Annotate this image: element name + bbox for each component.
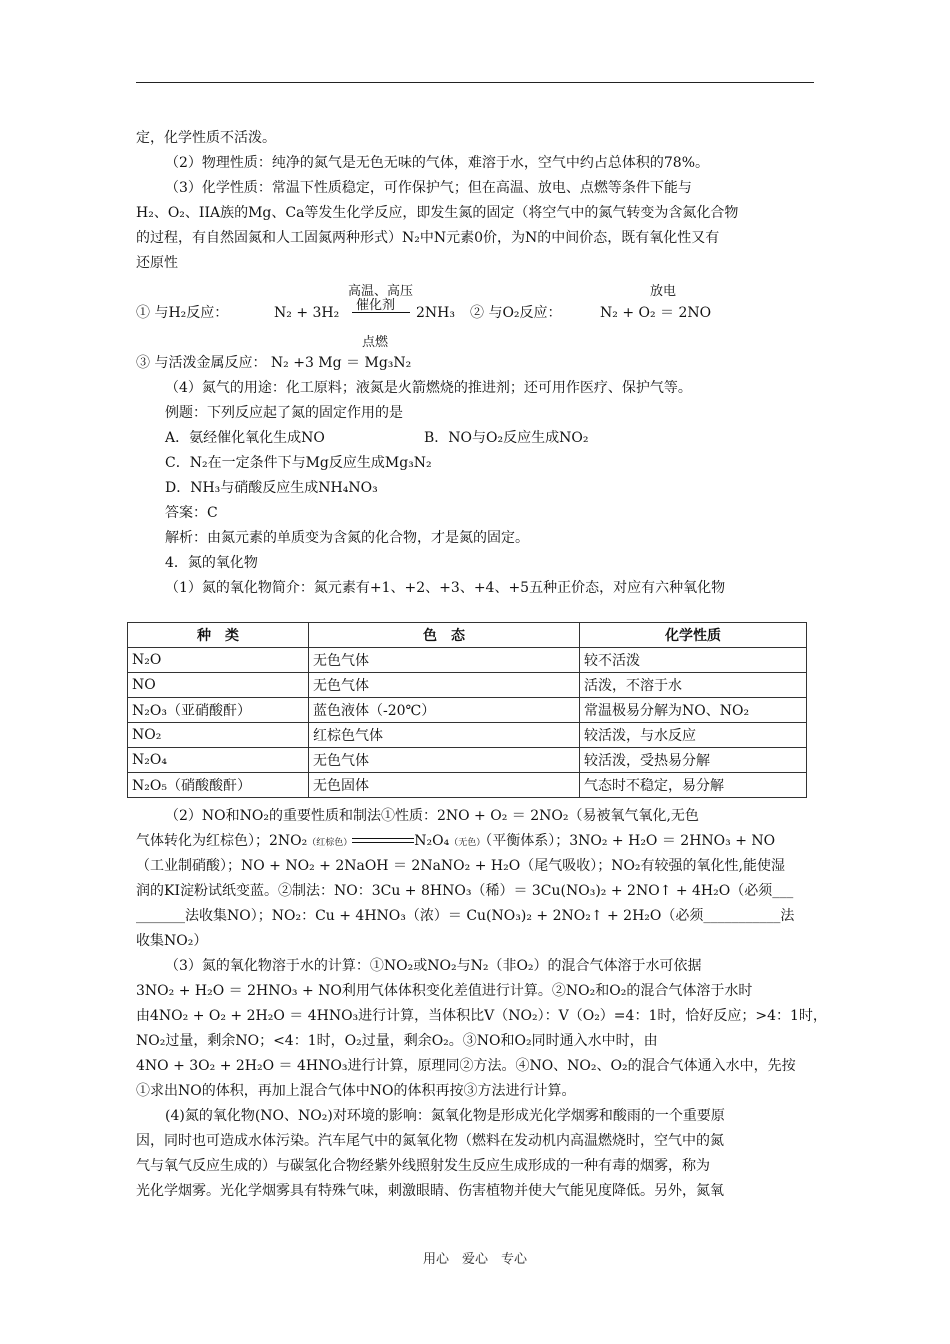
table-row bbox=[128, 773, 807, 798]
equation: N₂ + O₂ ＝ 2NO bbox=[600, 305, 712, 321]
table-row bbox=[128, 723, 807, 748]
table-cell: 常温极易分解为NO、NO₂ bbox=[580, 698, 807, 723]
text-line: (4)氮的氧化物(NO、NO₂)对环境的影响：氮氧化物是形成光化学烟雾和酸雨的一个重要原 bbox=[165, 1108, 725, 1124]
option-c: C．N₂在一定条件下与Mg反应生成Mg₃N₂ bbox=[165, 455, 432, 471]
table-cell: NO₂ bbox=[128, 723, 309, 748]
table-cell: N₂O₅（硝酸酸酐） bbox=[128, 773, 309, 798]
table-cell: 蓝色液体（-20℃） bbox=[309, 698, 580, 723]
equation-label: ② 与O₂反应： bbox=[470, 305, 562, 321]
column-header: 化学性质 bbox=[580, 623, 807, 648]
text-line: 由4NO₂ + O₂ + 2H₂O ＝ 4HNO₃进行计算，当体积比V（NO₂）：V（O₂）=4：1时，恰好反应；>4：1时， bbox=[136, 1008, 827, 1024]
table-cell: 较活泼，受热易分解 bbox=[580, 748, 807, 773]
text-line: 润的KI淀粉试纸变蓝。②制法：NO：3Cu + 8HNO₃（稀）＝ 3Cu(NO₃)₂ + 2NO↑ + 4H₂O（必须___ bbox=[136, 883, 794, 899]
text-line: （2）物理性质：纯净的氮气是无色无味的气体，难溶于水，空气中约占总体积的78%。 bbox=[165, 155, 710, 171]
equation-left: N₂ + 3H₂ bbox=[274, 305, 340, 321]
text-line: 收集NO₂） bbox=[136, 933, 208, 949]
option-d: D．NH₃与硝酸反应生成NH₄NO₃ bbox=[165, 480, 378, 496]
text-span-small: （无色） bbox=[449, 838, 486, 848]
text-line: 4NO + 3O₂ + 2H₂O ＝ 4HNO₃进行计算，原理同②方法。④NO、NO₂、O₂的混合气体通入水中，先按 bbox=[136, 1058, 796, 1074]
reaction-condition: 高温、高压 bbox=[348, 284, 414, 299]
text-line: （3）氮的氧化物溶于水的计算：①NO₂或NO₂与N₂（非O₂）的混合气体溶于水可依据 bbox=[165, 958, 702, 974]
table-header-row bbox=[128, 623, 807, 648]
column-header: 种 类 bbox=[128, 623, 309, 648]
table-cell: 无色气体 bbox=[309, 648, 580, 673]
example-question: 例题：下列反应起了氮的固定作用的是 bbox=[165, 405, 403, 421]
page-footer: 用心 爱心 专心 bbox=[422, 1252, 527, 1267]
equation-right: 2NH₃ bbox=[416, 305, 455, 321]
table-row bbox=[128, 748, 807, 773]
text-span: N₂O₄ bbox=[414, 833, 450, 849]
text-line: （工业制硝酸）；NO + NO₂ + 2NaOH ＝ 2NaNO₂ + H₂O（尾气吸收）；NO₂有较强的氧化性,能使湿 bbox=[136, 858, 785, 874]
table-cell: 较不活泼 bbox=[580, 648, 807, 673]
table-row bbox=[128, 698, 807, 723]
text-line: _______法收集NO）；NO₂：Cu + 4HNO₃（浓）＝ Cu(NO₃)₂ + 2NO₂↑ + 2H₂O（必须___________法 bbox=[136, 908, 795, 924]
text-line: （4）氮气的用途：化工原料；液氮是火箭燃烧的推进剂；还可用作医疗、保护气等。 bbox=[165, 380, 692, 396]
text-line: （2）NO和NO₂的重要性质和制法①性质：2NO + O₂ ＝ 2NO₂（易被氧气氧化,无色 bbox=[165, 808, 699, 824]
reaction-condition: 催化剂 bbox=[356, 298, 396, 313]
table-cell: 红棕色气体 bbox=[309, 723, 580, 748]
text-line: 因，同时也可造成水体污染。汽车尾气中的氮氧化物（燃料在发动机内高温燃烧时，空气中的氮 bbox=[136, 1133, 724, 1149]
text-line: ①求出NO的体积，再加上混合气体中NO的体积再按③方法进行计算。 bbox=[136, 1083, 576, 1099]
option-b: B．NO与O₂反应生成NO₂ bbox=[424, 430, 589, 446]
text-line: H₂、O₂、IIA族的Mg、Ca等发生化学反应，即发生氮的固定（将空气中的氮气转变为含氮化合物 bbox=[136, 205, 739, 221]
table-cell: NO bbox=[128, 673, 309, 698]
option-a: A．氨经催化氧化生成NO bbox=[165, 430, 325, 446]
text-line: 3NO₂ + H₂O ＝ 2HNO₃ + NO利用气体体积变化差值进行计算。②NO₂和O₂的混合气体溶于水时 bbox=[136, 983, 753, 999]
table-cell: 无色气体 bbox=[309, 673, 580, 698]
table-cell: 活泼，不溶于水 bbox=[580, 673, 807, 698]
oxides-table bbox=[127, 622, 807, 798]
table-cell: 较活泼，与水反应 bbox=[580, 723, 807, 748]
table-row bbox=[128, 673, 807, 698]
table-cell: 无色固体 bbox=[309, 773, 580, 798]
table-cell: N₂O bbox=[128, 648, 309, 673]
section-heading: 4．氮的氧化物 bbox=[165, 555, 258, 571]
answer: 答案：C bbox=[165, 505, 218, 521]
table-row bbox=[128, 648, 807, 673]
table-cell: 气态时不稳定，易分解 bbox=[580, 773, 807, 798]
analysis: 解析：由氮元素的单质变为含氮的化合物，才是氮的固定。 bbox=[165, 530, 529, 546]
text-span: （平衡体系）；3NO₂ + H₂O ＝ 2HNO₃ + NO bbox=[485, 833, 776, 849]
text-line bbox=[136, 831, 826, 853]
table-cell: N₂O₃（亚硝酸酐） bbox=[128, 698, 309, 723]
text-span-small: （红棕色） bbox=[307, 838, 353, 848]
column-header: 色 态 bbox=[309, 623, 580, 648]
header-rule bbox=[136, 82, 814, 83]
equation-label: ① 与H₂反应： bbox=[136, 305, 229, 321]
text-line: 定，化学性质不活泼。 bbox=[136, 130, 276, 146]
text-line: （1）氮的氧化物简介：氮元素有+1、+2、+3、+4、+5五种正价态，对应有六种氧化物 bbox=[165, 580, 726, 596]
text-line: （3）化学性质：常温下性质稳定，可作保护气；但在高温、放电、点燃等条件下能与 bbox=[165, 180, 692, 196]
equation: ③ 与活泼金属反应： N₂ +3 Mg ＝ Mg₃N₂ bbox=[136, 355, 412, 371]
table-cell: 无色气体 bbox=[309, 748, 580, 773]
reaction-condition: 放电 bbox=[650, 284, 677, 299]
text-line: 气与氧气反应生成的）与碳氢化合物经紫外线照射发生反应生成形成的一种有毒的烟雾，称为 bbox=[136, 1158, 710, 1174]
table-cell: N₂O₄ bbox=[128, 748, 309, 773]
equilibrium-arrow bbox=[352, 836, 414, 846]
reaction-condition: 点燃 bbox=[362, 335, 389, 350]
text-line: 还原性 bbox=[136, 255, 178, 271]
text-span: 气体转化为红棕色）；2NO₂ bbox=[136, 833, 308, 849]
text-line: NO₂过量，剩余NO；<4：1时，O₂过量，剩余O₂。③NO和O₂同时通入水中时，由 bbox=[136, 1033, 658, 1049]
text-line: 的过程，有自然固氮和人工固氮两种形式）N₂中N元素0价，为N的中间价态，既有氧化性又有 bbox=[136, 230, 720, 246]
text-line: 光化学烟雾。光化学烟雾具有特殊气味，刺激眼睛、伤害植物并使大气能见度降低。另外，氮氧 bbox=[136, 1183, 724, 1199]
